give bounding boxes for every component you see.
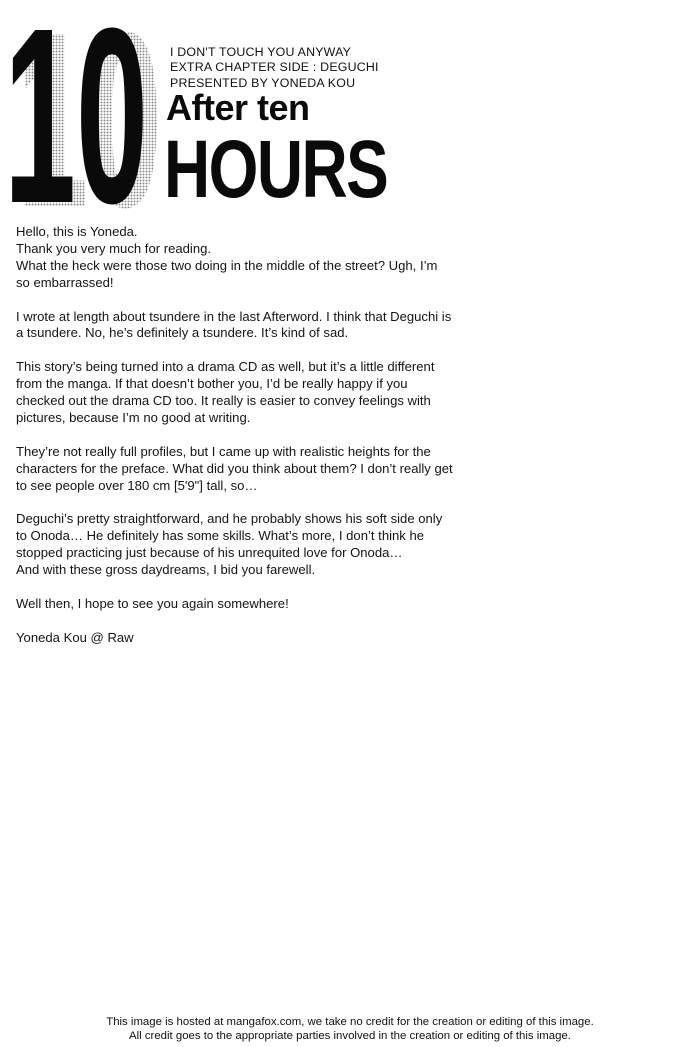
- chapter-number: 10: [4, 8, 148, 214]
- afterword-paragraph: [16, 630, 496, 647]
- header-author-credit: PRESENTED BY YONEDA KOU: [170, 75, 356, 90]
- chapter-title-line1: After ten: [166, 87, 310, 128]
- chapter-number-graphic: [4, 8, 162, 214]
- text-line: They’re not really full profiles, but I came up with realistic heights for the: [16, 443, 431, 459]
- afterword-paragraph: [16, 511, 496, 579]
- header-series-title: I DON'T TOUCH YOU ANYWAY: [170, 45, 352, 59]
- text-line: stopped practicing just because of his unrequited love for Onoda…: [16, 545, 403, 561]
- hosting-credit-footer: [0, 1015, 700, 1043]
- text-line: to see people over 180 cm [5'9"] tall, so…: [16, 477, 258, 493]
- text-line: What the heck were those two doing in the middle of the street? Ugh, I’m: [16, 257, 438, 273]
- afterword-paragraph: [16, 224, 496, 292]
- afterword-paragraph: [16, 309, 496, 343]
- text-line: checked out the drama CD too. It really is easier to convey feelings with: [16, 393, 431, 409]
- text-line: This story’s being turned into a drama CD as well, but it’s a little different: [16, 359, 435, 375]
- text-line: from the manga. If that doesn’t bother you, I’d be really happy if you: [16, 376, 408, 392]
- text-line: And with these gross daydreams, I bid you farewell.: [16, 562, 316, 578]
- afterword-paragraph: [16, 596, 496, 613]
- text-line: Well then, I hope to see you again somewhere!: [16, 595, 289, 611]
- chapter-number-shadow: 10: [16, 8, 162, 214]
- chapter-number-art: [4, 8, 162, 214]
- footer-line-2: All credit goes to the appropriate parties involved in the creation or editing of this image.: [129, 1030, 571, 1042]
- afterword-paragraph: [16, 444, 496, 495]
- text-line: so embarrassed!: [16, 274, 114, 290]
- afterword-body: [16, 224, 496, 663]
- text-line: to Onoda… He definitely has some skills. What’s more, I don’t think he: [16, 528, 425, 544]
- chapter-header: [170, 45, 379, 91]
- chapter-title-line2: HOURS: [164, 124, 388, 215]
- text-line: Hello, this is Yoneda.: [16, 224, 138, 239]
- text-line: Yoneda Kou @ Raw: [16, 629, 134, 645]
- text-line: a tsundere. No, he’s definitely a tsundere. It’s kind of sad.: [16, 325, 349, 341]
- afterword-paragraph: [16, 359, 496, 427]
- header-extra-chapter: EXTRA CHAPTER SIDE : DEGUCHI: [170, 60, 379, 75]
- text-line: I wrote at length about tsundere in the last Afterword. I think that Deguchi is: [16, 308, 452, 324]
- text-line: pictures, because I’m no good at writing.: [16, 409, 251, 425]
- footer-line-1: This image is hosted at mangafox.com, we take no credit for the creation or editing of this image.: [106, 1016, 594, 1028]
- text-line: characters for the preface. What did you think about them? I don’t really get: [16, 460, 453, 476]
- text-line: Thank you very much for reading.: [16, 240, 212, 256]
- text-line: Deguchi’s pretty straightforward, and he probably shows his soft side only: [16, 511, 443, 527]
